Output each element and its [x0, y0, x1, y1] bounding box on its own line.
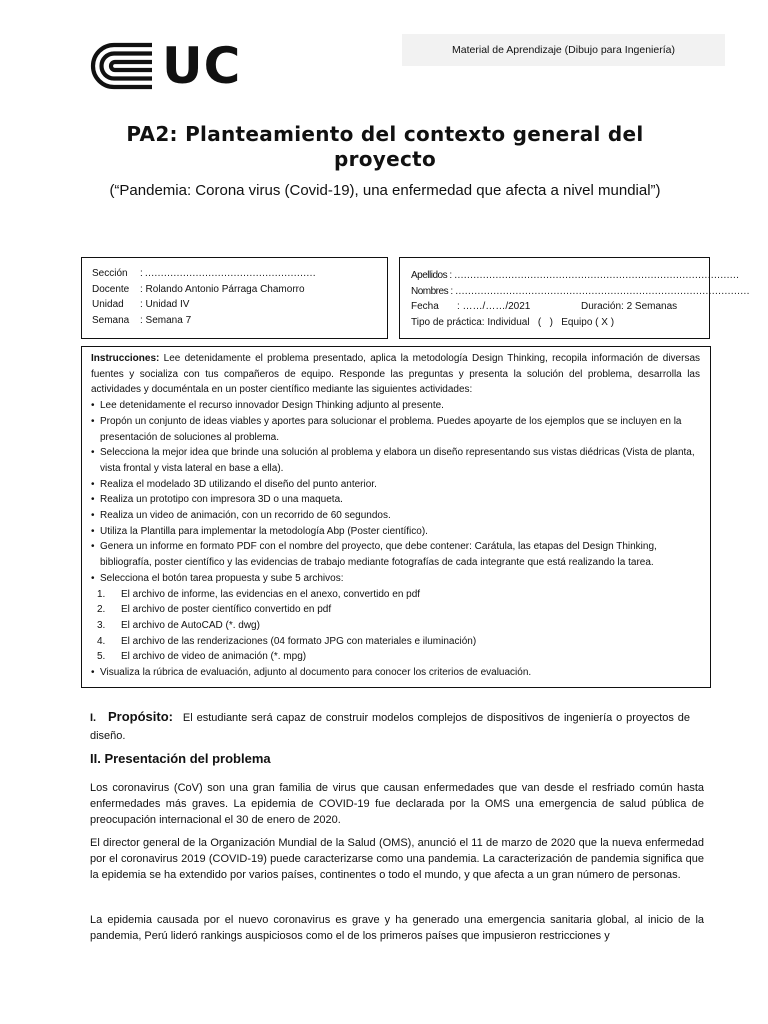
- list-item: • Realiza un video de animación, con un recorrido de 60 segundos.: [91, 508, 700, 524]
- instructions-label: Instrucciones:: [91, 353, 160, 364]
- nombres-row: Nombres : …………………………………………………………………………………: [411, 285, 750, 297]
- file-number: 3.: [97, 619, 106, 631]
- course-info-box: [81, 257, 388, 339]
- files-list: [91, 587, 700, 666]
- student-info-box: [399, 257, 750, 339]
- logo-text: UC: [162, 37, 242, 95]
- list-item: • Realiza un prototipo con impresora 3D o una maqueta.: [91, 492, 700, 508]
- semana-row: [92, 313, 387, 329]
- duracion-text: Duración: 2 Semanas: [581, 301, 678, 312]
- apellidos-row: Apellidos : ………………………………………………………………………………: [411, 270, 739, 281]
- section-heading: Propósito:: [108, 709, 173, 724]
- uc-logo: [90, 37, 242, 95]
- list-item: • Selecciona el botón tarea propuesta y sube 5 archivos:: [91, 571, 700, 587]
- file-text: El archivo de las renderizaciones (04 formato JPG con materiales e iluminación): [121, 635, 477, 647]
- section-text: El estudiante será capaz de construir modelos complejos de dispositivos de ingeniería o proyectos de diseño.: [90, 712, 690, 742]
- page-subtitle: (“Pandemia: Corona virus (Covid-19), una enfermedad que afecta a nivel mundial”): [109, 182, 661, 199]
- unidad-row: [92, 297, 387, 313]
- file-text: El archivo de video de animación (*. mpg): [121, 651, 307, 663]
- file-item: [91, 587, 700, 603]
- file-text: El archivo de AutoCAD (*. dwg): [121, 619, 260, 631]
- section-number: I.: [90, 712, 97, 724]
- unidad-label: Unidad: [92, 299, 124, 310]
- list-item: • Utiliza la Plantilla para implementar la metodología Abp (Poster científico).: [91, 524, 700, 540]
- uc-logo-mark-icon: [90, 42, 154, 90]
- file-item: [91, 634, 700, 650]
- list-item: • Selecciona la mejor idea que brinde una solución al problema y elabora un diseño representando sus vistas diédricas (Vista de planta, vista frontal y vista lateral en base a ella).: [91, 445, 700, 476]
- instructions-intro: [91, 351, 700, 398]
- list-item: • Realiza el modelado 3D utilizando el diseño del punto anterior.: [91, 477, 700, 493]
- list-item: • Propón un conjunto de ideas viables y aportes para solucionar el problema. Puedes apoyarte de los ejemplos que se incluyen en la presentación de soluciones al problema.: [91, 414, 700, 445]
- material-header-box: [402, 34, 725, 66]
- semana-value: : Semana 7: [140, 314, 192, 326]
- file-item: [91, 602, 700, 618]
- paragraph: Los coronavirus (CoV) son una gran familia de virus que causan enfermedades que van desde el resfriado común hasta enfermedades más graves. La epidemia de COVID-19 fue declarada por la OMS una emergencia de salud pública de preocupación internacional el 30 de enero de 2020.: [90, 782, 704, 826]
- file-item: [91, 618, 700, 634]
- unidad-value: : Unidad IV: [140, 299, 190, 310]
- file-text: El archivo de informe, las evidencias en el anexo, convertido en pdf: [121, 588, 421, 600]
- file-number: 5.: [97, 651, 106, 663]
- list-item: • Lee detenidamente el recurso innovador Design Thinking adjunto al presente.: [91, 398, 700, 414]
- file-text: El archivo de poster científico convertido en pdf: [121, 604, 332, 616]
- fecha-value: : ……/……/2021: [457, 301, 531, 312]
- section-proposito: [90, 708, 690, 745]
- file-number: 1.: [97, 588, 106, 600]
- seccion-row: [92, 266, 387, 282]
- tipo-practica-row: Tipo de práctica: Individual ( ) Equipo ( X ): [411, 316, 615, 328]
- page-title: PA2: Planteamiento del contexto general del proyecto: [126, 122, 644, 171]
- semana-label: Semana: [92, 314, 130, 326]
- paragraph: La epidemia causada por el nuevo coronavirus es grave y ha generado una emergencia sanitaria global, al inicio de la pandemia, Perú lideró rankings auspiciosos como el de los primeros países que impusieron restricciones y: [90, 914, 704, 942]
- seccion-value: : ………………………………………………: [140, 268, 316, 279]
- fecha-row: [411, 299, 709, 315]
- instructions-list: [91, 398, 700, 586]
- material-label: Material de Aprendizaje (Dibujo para Ingeniería): [452, 44, 675, 56]
- file-number: 4.: [97, 635, 106, 647]
- list-item: • Genera un informe en formato PDF con el nombre del proyecto, que debe contener: Carátula, las etapas del Design Thinking, bibliografía, poster científico y las evidencias de trabajo mediante fotografías de cada integrante que está realizando la tarea.: [91, 539, 700, 570]
- list-item: • Visualiza la rúbrica de evaluación, adjunto al documento para conocer los criterios de evaluación.: [91, 665, 700, 681]
- file-item: [91, 649, 700, 665]
- instructions-list-end: [91, 665, 700, 681]
- instructions-box: [81, 346, 711, 688]
- docente-label: Docente: [92, 283, 130, 295]
- file-number: 2.: [97, 604, 106, 616]
- fecha-label: Fecha: [411, 301, 439, 312]
- instructions-intro-text: Lee detenidamente el problema presentado, aplica la metodología Design Thinking, recopila información de diversas fuentes y socializa con tus compañeros de equipo. Responde las preguntas y presenta la solución del problema, desarrolla las actividades y documéntala en un poster científico mediante las siguientes actividades:: [91, 353, 701, 396]
- docente-value: : Rolando Antonio Párraga Chamorro: [140, 283, 305, 295]
- section-heading-problema: II. Presentación del problema: [90, 751, 271, 766]
- docente-row: [92, 282, 387, 298]
- paragraph: El director general de la Organización Mundial de la Salud (OMS), anunció el 11 de marzo de 2020 que la nueva enfermedad por el coronavirus 2019 (COVID-19) puede caracterizarse como una pandemia. La caracterización de pandemia significa que la epidemia se ha extendido por varios países, continentes o todo el mundo, y que afecta a un gran número de personas.: [90, 837, 704, 881]
- seccion-label: Sección: [92, 268, 128, 279]
